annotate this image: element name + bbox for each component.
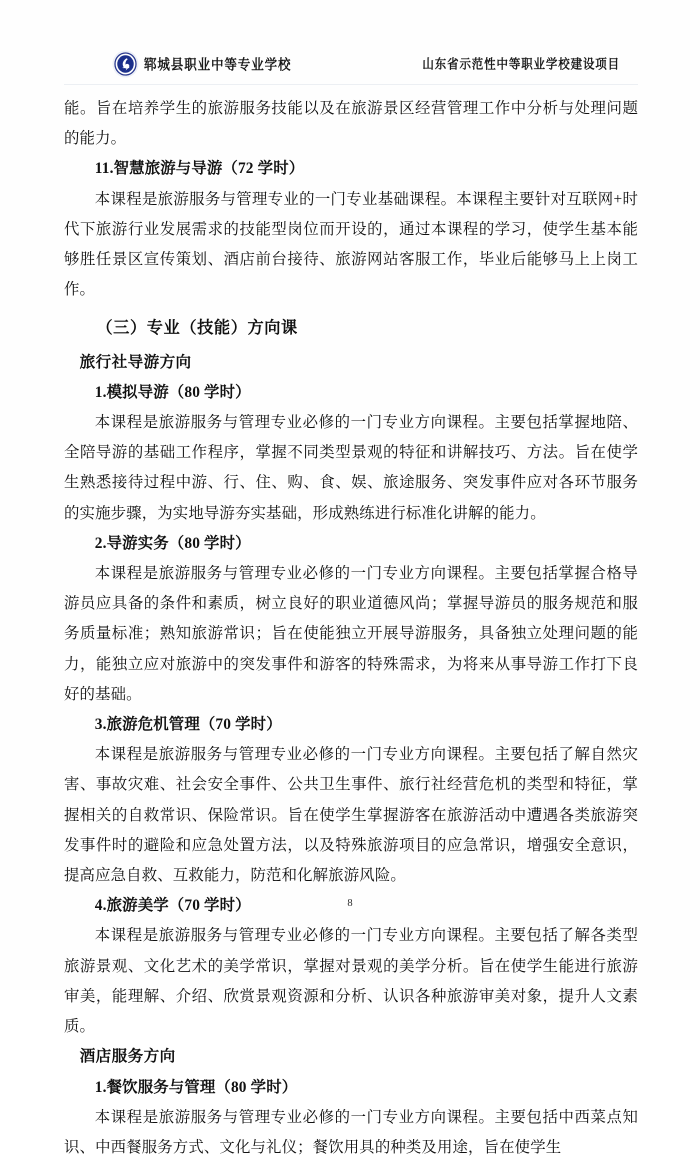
course-title: 4.旅游美学（70 学时）	[94, 897, 251, 915]
body-paragraph: 本课程是旅游服务与管理专业必修的一门专业方向课程。主要包括了解自然灾害、事故灾难、社会安全事件、公共卫生事件、旅行社经营危机的类型和特征，掌握相关的自救常识、保险常识。旨在使学生掌握游客在旅游活动中遭遇各类旅游突发事件时的避险和应急处置方法，以及特殊旅游项目的应急常识，增强安全意识，提高应急自救、互救能力，防范和化解旅游风险。	[64, 746, 638, 885]
header-divider	[64, 84, 638, 85]
header-school-block	[112, 50, 291, 78]
page-header	[0, 46, 700, 82]
header-school-name: 郓城县职业中等专业学校	[144, 57, 292, 73]
body-paragraph: 本课程是旅游服务与管理专业的一门专业基础课程。本课程主要针对互联网+时代下旅游行业发展需求的技能型岗位而开设的，通过本课程的学习，使学生基本能够胜任景区宣传策划、酒店前台接待、旅游网站客服工作，毕业后能够马上上岗工作。	[64, 190, 638, 299]
section-heading: （三）专业（技能）方向课	[96, 319, 298, 338]
direction-heading: 旅行社导游方向	[79, 353, 192, 371]
course-title: 2.导游实务（80 学时）	[94, 534, 251, 552]
body-paragraph: 能。旨在培养学生的旅游服务技能以及在旅游景区经营管理工作中分析与处理问题的能力。	[64, 100, 638, 148]
course-title: 11.智慧旅游与导游（72 学时）	[94, 160, 305, 178]
header-project-title: 山东省示范性中等职业学校建设项目	[422, 58, 620, 72]
direction-heading: 酒店服务方向	[79, 1048, 176, 1066]
body-paragraph: 本课程是旅游服务与管理专业必修的一门专业方向课程。主要包括了解各类型旅游景观、文化艺术的美学常识，掌握对景观的美学分析。旨在使学生能进行旅游审美，能理解、介绍、欣赏景观资源和分析、认识各种旅游审美对象，提升人文素质。	[64, 927, 638, 1036]
course-title: 1.模拟导游（80 学时）	[94, 383, 251, 401]
school-crest-icon	[112, 50, 139, 78]
course-title: 3.旅游危机管理（70 学时）	[94, 716, 282, 734]
page-number: 8	[347, 898, 353, 909]
body-paragraph: 本课程是旅游服务与管理专业必修的一门专业方向课程。主要包括掌握地陪、全陪导游的基础工作程序，掌握不同类型景观的特征和讲解技巧、方法。旨在使学生熟悉接待过程中游、行、住、购、食、娱、旅途服务、突发事件应对各环节服务的实施步骤，为实地导游夯实基础，形成熟练进行标准化讲解的能力。	[64, 414, 638, 522]
course-title: 1.餐饮服务与管理（80 学时）	[94, 1078, 298, 1096]
body-paragraph: 本课程是旅游服务与管理专业必修的一门专业方向课程。主要包括掌握合格导游员应具备的条件和素质，树立良好的职业道德风尚；掌握导游员的服务规范和服务质量标准；熟知旅游常识；旨在使能独立开展导游服务，具备独立处理问题的能力，能独立应对旅游中的突发事件和游客的特殊需求，为将来从事导游工作打下良好的基础。	[64, 565, 638, 703]
body-paragraph: 本课程是旅游服务与管理专业必修的一门专业方向课程。主要包括中西菜点知识、中西餐服务方式、文化与礼仪；餐饮用具的种类及用途，旨在使学生	[64, 1108, 638, 1156]
document-body	[64, 94, 638, 1163]
